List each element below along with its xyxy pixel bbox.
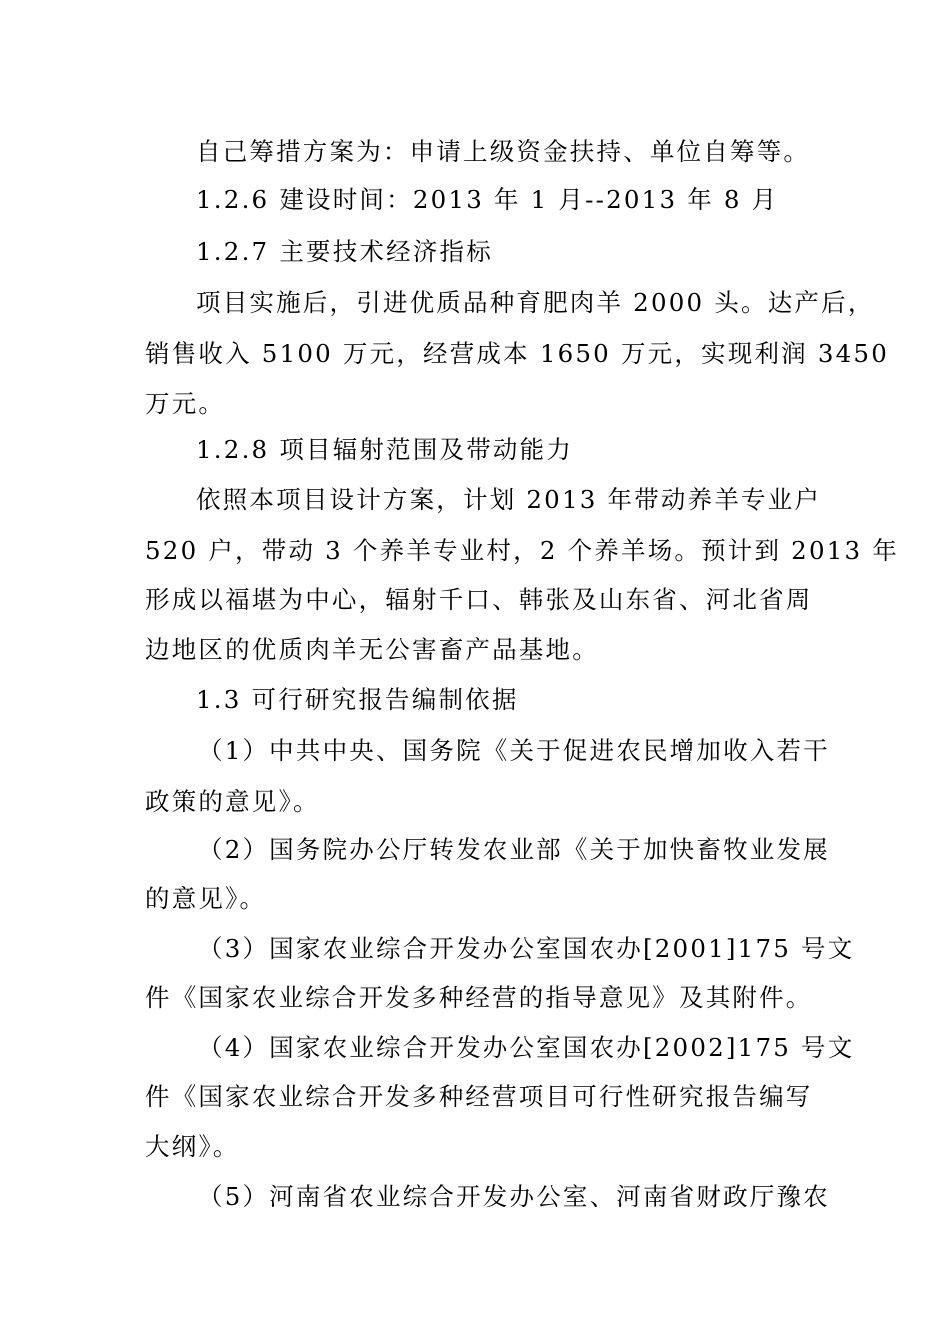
paragraph-line-funding: 自己筹措方案为：申请上级资金扶持、单位自筹等。	[196, 137, 811, 166]
paragraph-line: 520 户，带动 3 个养羊专业村，2 个养羊场。预计到 2013 年	[145, 536, 900, 565]
paragraph-line: 依照本项目设计方案，计划 2013 年带动养羊专业户	[196, 485, 822, 514]
list-item-4-continued: 大纲》。	[145, 1132, 240, 1161]
list-item-3-continued: 件《国家农业综合开发多种经营的指导意见》及其附件。	[145, 983, 813, 1012]
paragraph-line: 形成以福堪为中心，辐射千口、韩张及山东省、河北省周	[145, 585, 813, 614]
list-item-5: （5）河南省农业综合开发办公室、河南省财政厅豫农	[198, 1182, 830, 1211]
list-item-2-continued: 的意见》。	[145, 884, 267, 913]
paragraph-line: 万元。	[145, 389, 226, 418]
paragraph-line: 销售收入 5100 万元，经营成本 1650 万元，实现利润 3450	[145, 339, 889, 368]
list-item-1: （1）中共中央、国务院《关于促进农民增加收入若干	[198, 736, 830, 765]
paragraph-line: 项目实施后，引进优质品种育肥肉羊 2000 头。达产后，	[196, 288, 875, 317]
list-item-3: （3）国家农业综合开发办公室国农办[2001]175 号文	[198, 934, 855, 963]
section-heading-1-2-6: 1.2.6 建设时间：2013 年 1 月--2013 年 8 月	[196, 185, 779, 214]
paragraph-line: 边地区的优质肉羊无公害畜产品基地。	[145, 635, 599, 664]
section-heading-1-3: 1.3 可行研究报告编制依据	[196, 685, 519, 714]
list-item-4-continued: 件《国家农业综合开发多种经营项目可行性研究报告编写	[145, 1082, 813, 1111]
list-item-1-continued: 政策的意见》。	[145, 787, 320, 816]
section-heading-1-2-8: 1.2.8 项目辐射范围及带动能力	[196, 435, 574, 464]
list-item-4: （4）国家农业综合开发办公室国农办[2002]175 号文	[198, 1033, 855, 1062]
section-heading-1-2-7: 1.2.7 主要技术经济指标	[196, 237, 493, 266]
list-item-2: （2）国务院办公厅转发农业部《关于加快畜牧业发展	[198, 835, 830, 864]
